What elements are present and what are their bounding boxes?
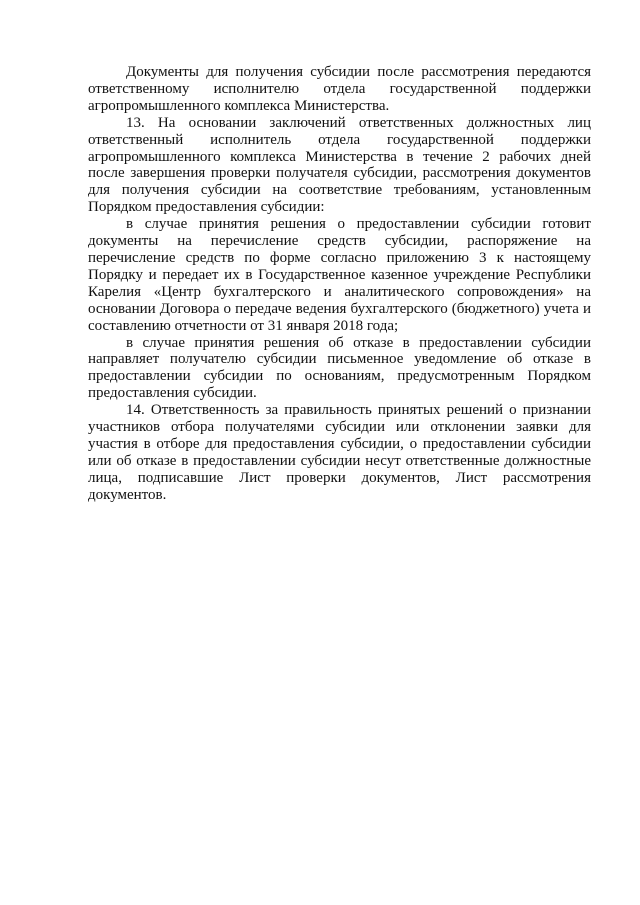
document-body	[88, 64, 591, 504]
paragraph-item-13: 13. На основании заключений ответственных должностных лиц ответственный исполнитель отдела государственной поддержки агропромышленного комплекса Министерства в течение 2 рабочих дней после завершения проверки получателя субсидии, рассмотрения документов для получения субсидии на соответствие требованиям, установленным Порядком предоставления субсидии:	[88, 114, 591, 216]
paragraph-refusal-decision: в случае принятия решения об отказе в предоставлении субсидии направляет получателю субсидии письменное уведомление об отказе в предоставлении субсидии по основаниям, предусмотренным Порядком предоставления субсидии.	[88, 334, 591, 402]
paragraph-grant-decision: в случае принятия решения о предоставлении субсидии готовит документы на перечисление средств субсидии, распоряжение на перечисление средств по форме согласно приложению 3 к настоящему Порядку и передает их в Государственное казенное учреждение Республики Карелия «Центр бухгалтерского и аналитического сопровождения» на основании Договора о передаче ведения бухгалтерского (бюджетного) учета и составлению отчетности от 31 января 2018 года;	[88, 216, 591, 334]
paragraph-documents-transfer: Документы для получения субсидии после рассмотрения передаются ответственному исполнителю отдела государственной поддержки агропромышленного комплекса Министерства.	[88, 64, 591, 114]
paragraph-item-14: 14. Ответственность за правильность принятых решений о признании участников отбора получателями субсидии или отклонении заявки для участия в отборе для предоставления субсидии, о предоставлении субсидии или об отказе в предоставлении субсидии несут ответственные должностные лица, подписавшие Лист проверки документов, Лист рассмотрения документов.	[88, 402, 591, 503]
